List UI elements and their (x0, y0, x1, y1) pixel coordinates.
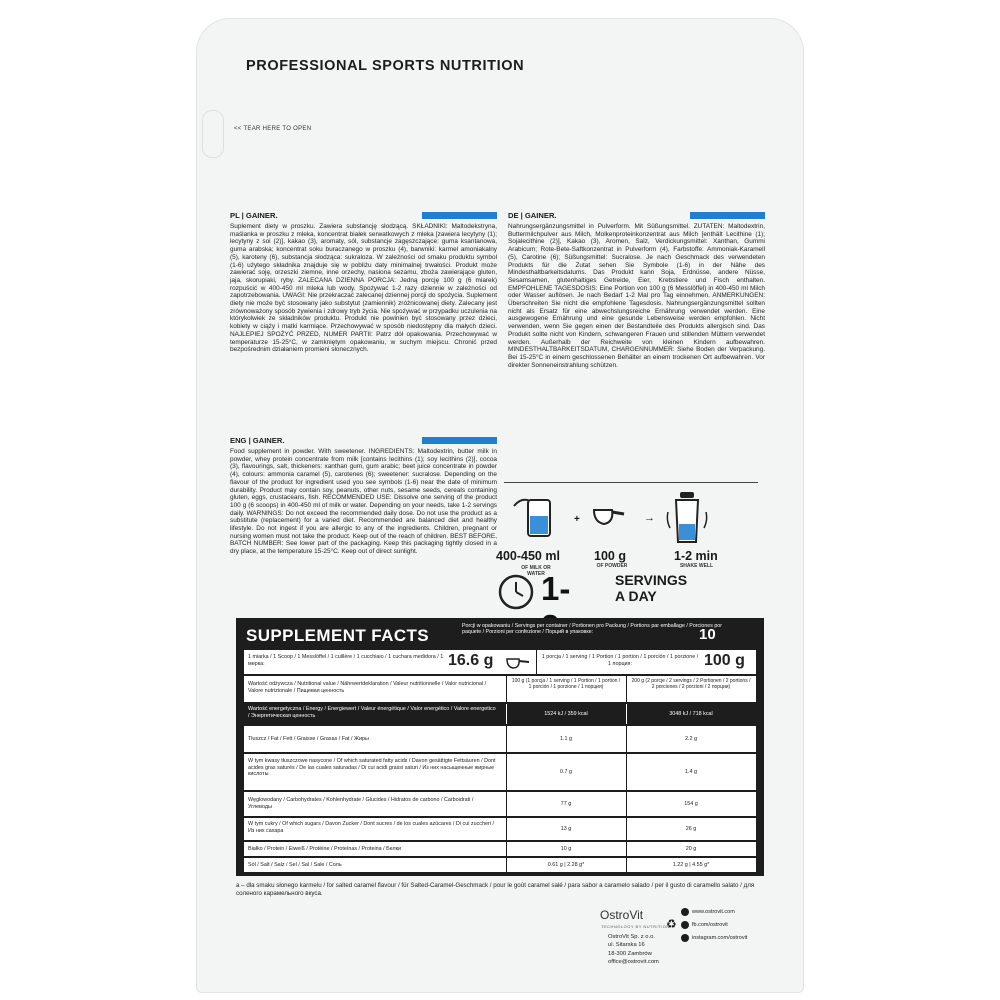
saturated-fat-value-200g: 1.4 g (685, 769, 697, 775)
shake-label: SHAKE WELL (679, 563, 714, 569)
col-divider-1 (506, 726, 507, 752)
de-header-label: DE | GAINER. (508, 211, 557, 220)
address-line: ul. Sitarska 16 (608, 942, 645, 949)
flavour-footnote: a – dla smaku słonego karmelu / for salted caramel flavour / für Salted-Caramel-Geschmack / pour le goût caramel salé / para sabor a caramelo salado / per il gusto di caramello salato / для соленого карамельного вкуса. (236, 882, 755, 897)
globe-icon (681, 908, 689, 916)
supplement-facts-table (236, 618, 764, 876)
facts-title: SUPPLEMENT FACTS (246, 626, 430, 645)
row-divider (536, 650, 537, 674)
protein-value-100g: 10 g (560, 846, 572, 852)
clock-icon (496, 572, 536, 612)
en-accent-bar (422, 437, 497, 444)
nutrition-row-saturated (244, 754, 756, 790)
carbohydrates-value-100g: 77 g (560, 801, 572, 807)
salt-label: Sól / Salt / Salz / Sel / Sal / Sale / Соль (248, 862, 342, 868)
address-line: OstroVit Sp. z o.o. (608, 934, 655, 940)
de-accent-bar (690, 212, 765, 219)
nutrition-row-energy (244, 704, 756, 724)
energy-value-200g: 3048 kJ / 718 kcal (669, 711, 713, 717)
pl-header-label: PL | GAINER. (230, 211, 278, 220)
usage-divider (504, 482, 758, 483)
package-back (196, 18, 804, 993)
liquid-label: OF MILK OR WATER (521, 565, 551, 577)
sugars-label: W tym cukry / Of which sugars / Davon Zucker / Dont sucres / de los cuales azúcares / Di cui zuccheri / Из них сахара (248, 821, 494, 834)
col-divider-1 (506, 704, 507, 724)
nutrition-row-sugars (244, 818, 756, 840)
instagram-link[interactable]: instagram.com/ostrovit (692, 935, 748, 941)
column-header-row (244, 676, 756, 702)
shake-time: 1-2 min (674, 549, 718, 563)
col-divider-2 (626, 704, 627, 724)
logo-tagline: TECHNOLOGY BY NUTRITION (601, 924, 670, 929)
arrow-icon: → (644, 512, 655, 524)
nutrition-row-fat (244, 726, 756, 752)
de-section-header (508, 211, 765, 221)
tear-instruction: << TEAR HERE TO OPEN (234, 126, 312, 132)
pl-description: Suplement diety w proszku. Zawiera substancję słodzącą. SKŁADNIKI: Maltodekstryna, maślanka w proszku z mleka, koncentrat białek serwatkowych z mleka [zawiera lecytyny (1); lecytyny z soi (2)], kakao (3), aromaty, sól, substancje zagęszczające: guma ksantanowa, guma arabska; koncentrat soku buraczanego w proszku (4), barwniki: karmel amoniakalny (5), karoteny (6), substancja słodząca: sukraloza. W zależności od smaku produktu symbol (1-6) użytego składnika znajduje się w pobliżu daty minimalnej trwałości. Produkt może zawierać soję, orzeszki ziemne, inne orzechy, nasiona sezamu, zboża zawierające gluten, jaja, skorupiaki, ryby. ZALECANA DZIENNA PORCJA: Jedną porcję 100 g (6 miarek) rozpuścić w 400-450 ml mleka lub wody. Spożywać 1-2 razy dziennie w zależności od zapotrzebowania. UWAGI: Nie przekraczać zalecanej dziennej porcji do spożycia. Suplement diety nie może być stosowany jako substytut (zamiennik) zróżnicowanej diety. Zalecany jest zrównoważony sposób żywienia i zdrowy tryb życia. Nie spożywać w przypadku uczulenia na którykolwiek ze składników produktu. Produkt nie powinien być stosowany przez dzieci, kobiety w ciąży i matki karmiące. Przechowywać w sposób niedostępny dla małych dzieci. NAJLEPIEJ SPOŻYĆ PRZED, NUMER PARTII: Patrz dół opakowania. Przechowywać w temperaturze 15-25°C, w zamkniętym opakowaniu, w suchym miejscu. Chronić przed bezpośrednim działaniem promieni słonecznych. (230, 223, 497, 354)
en-header-label: ENG | GAINER. (230, 436, 285, 445)
website-link[interactable]: www.ostrovit.com (692, 909, 735, 915)
servings-text-2: A DAY (615, 588, 657, 604)
protein-value-200g: 20 g (685, 846, 697, 852)
sugars-value-200g: 26 g (685, 826, 697, 832)
pl-section-header (230, 211, 497, 221)
company-address (608, 933, 659, 967)
energy-value-100g: 1524 kJ / 359 kcal (544, 711, 588, 717)
fat-value-100g: 1.1 g (560, 736, 572, 742)
col1-header: 100 g (1 porcja / 1 serving / 1 Portion / 1 portion / 1 porción / 1 porzione / 1 порция) (511, 678, 621, 690)
ostrovit-logo: OstroVit (600, 908, 644, 922)
facebook-icon (681, 921, 689, 929)
nutrition-row-salt (244, 858, 756, 872)
servings-per-pack-value: 10 (699, 626, 716, 643)
col-divider-1 (506, 792, 507, 816)
fat-value-200g: 2.2 g (685, 736, 697, 742)
nutritional-value-label: Wartość odżywcza / Nutritional value / Nährwertdeklaration / Valeur nutritionnelle / Valor nutricional / Valore nutrizionale / Пищевая ценность (248, 681, 487, 694)
en-description: Food supplement in powder. With sweetener. INGREDIENTS: Maltodextrin, butter milk in powder, whey protein concentrate from milk [contains lecithins (1); soy lecithins (2)], cocoa (3), flavourings, salt, thickeners: xanthan gum, gum arabic; beet juice concentrate in powder (4), colours: ammonia caramel (5), carotenes (6); sweetener: sucralose. Depending on the flavour of the product for ingredient used you see symbols (1-6) near the date of minimum durability. Product may contain soy, peanuts, other nuts, sesame seeds, cereals containing gluten, eggs, crustaceans, fish. RECOMMENDED USE: Dissolve one serving of the product 100 g (6 scoops) in 400-450 ml of milk or water. Depending on your needs, take 1-2 servings daily. WARNINGS: Do not exceed the recommended daily dose. Do not use the product as a substitute (replacement) for a varied diet. Recommended are balanced diet and healthy lifestyle. Do not ingest if you are allergic to any of the ingredients. Children, pregnant or nursing women must not take the product. Keep out of the reach of children. BEST BEFORE, BATCH NUMBER: See lower part of the packaging. Keep this packaging tightly closed in a dry place, at the temperature 15-25°C. Keep out of direct sunlight. (230, 448, 497, 556)
scoop-small-icon (506, 656, 530, 670)
shaker-icon (666, 490, 708, 546)
de-description: Nahrungsergänzungsmittel in Pulverform. Mit Süßungsmittel. ZUTATEN: Maltodextrin, Buttermilchpulver aus Milch, Molkenproteinkonzentrat aus Milch [enthält Lecithine (1); Sojalecithine (2)], Kakao (3), Aromen, Salz, Verdickungsmittel: Xanthan, Gummi Arabicum; Rote-Bete-Saftkonzentrat in Pulverform (4), Farbstoffe: Ammoniak-Karamell (5), Carotine (6); Süßungsmittel: Sucralose. Je nach Geschmack des verwendeten Produkts für die Zutat sehen Sie Symbole (1-6) in der Nähe des Mindesthaltbarkeitsdatums. Das Produkt kann Soja, Erdnüsse, andere Nüsse, Sesamsamen, glutenhaltiges Getreide, Eier, Krebstiere und Fisch enthalten. EMPFOHLENE TAGESDOSIS: Eine Portion von 100 g (6 Messlöffel) in 400-450 ml Milch oder Wasser auflösen. Je nach Bedarf 1-2 Mal pro Tag einnehmen. ANMERKUNGEN: Überschreiten Sie nicht die empfohlene Tagesdosis. Nahrungsergänzungsmittel sollten nicht als Ersatz für eine abwechslungsreiche Ernährung verwendet werden. Eine ausgewogene Ernährung und eine gesunde Lebensweise werden empfohlen. Nicht verwenden, wenn Sie gegen einen der Bestandteile des Produkts allergisch sind. Das Produkt sollte nicht von Kindern, schwangeren Frauen und stillenden Müttern verwendet werden. Außerhalb der Reichweite von kleinen Kindern aufbewahren. MINDESTHALTBARKEITSDATUM, CHARGENNUMMER: Siehe Boden der Verpackung. Bei 15-25°C in einem geschlossenen Behälter an einem trockenen Ort aufbewahren. Vor direkter Sonneneinstrahlung schützen. (508, 223, 765, 369)
col-divider-1 (506, 754, 507, 790)
nutrition-row-protein (244, 842, 756, 856)
protein-label: Białko / Protein / Eiweiß / Protéine / Proteínas / Proteina / Белки (248, 846, 401, 852)
col-divider-2 (626, 792, 627, 816)
carbohydrates-label: Węglowodany / Carbohydrates / Kohlenhydrate / Glucides / Hidratos de carbono / Carboidrati / Углеводы (248, 797, 474, 810)
col-divider-1 (506, 842, 507, 856)
serving-size-row (244, 650, 756, 674)
col-divider-1 (506, 676, 507, 702)
carbohydrates-value-200g: 154 g (684, 801, 698, 807)
glass-of-milk-icon (510, 488, 556, 540)
scoop-value: 16.6 g (448, 652, 494, 669)
scoop-label: 1 miarka / 1 Scoop / 1 Messlöffel / 1 cuillère / 1 cucchiaio / 1 cuchara medidora / 1 мерка: (248, 654, 444, 667)
servings-per-pack-label: Porcji w opakowaniu / Servings per container / Portionen pro Packung / Portions par emballage / Porciones por paquete / Porzioni per confezione / Порций в упаковке: (462, 623, 722, 636)
tear-notch (202, 110, 224, 158)
col-divider-1 (506, 858, 507, 872)
powder-label: OF POWDER (596, 563, 628, 569)
social-links (681, 906, 747, 945)
col-divider-2 (626, 818, 627, 840)
plus-sign: + (574, 514, 580, 525)
address-line: 18-300 Zambrów (608, 950, 652, 957)
servings-text-1: SERVINGS (615, 572, 688, 588)
saturated-fat-label: W tym kwasy tłuszczowe nasycone / Of which saturated fatty acids / Davon gesättigte Fettsäuren / Dont acides gras saturés / De las cuales saturadas / Di cui acidi grassi saturi / Из них насыщенные жирные кислоты (248, 758, 496, 777)
col-divider-2 (626, 858, 627, 872)
saturated-fat-value-100g: 0.7 g (560, 769, 572, 775)
servings-number: 1- (541, 570, 571, 607)
col-divider-2 (626, 676, 627, 702)
col-divider-2 (626, 754, 627, 790)
instagram-icon (681, 934, 689, 942)
col2-header: 200 g (2 porcje / 2 servings / 2 Portionen / 2 portions / 2 porciones / 2 porzioni / 2 порции) (631, 678, 751, 690)
salt-value-200g: 1.22 g | 4.55 g* (672, 862, 710, 868)
usage-instructions (496, 466, 766, 636)
col-divider-1 (506, 818, 507, 840)
brand-tagline: PROFESSIONAL SPORTS NUTRITION (246, 58, 525, 74)
liquid-amount: 400-450 ml (496, 549, 560, 563)
pl-accent-bar (422, 212, 497, 219)
energy-label: Wartość energetyczna / Energy / Energiewert / Valeur énergétique / Valor energético / Valore energetico / Энергетическая ценность (248, 706, 496, 719)
col-divider-2 (626, 726, 627, 752)
col-divider-2 (626, 842, 627, 856)
scoop-icon (592, 504, 626, 530)
recycle-icon: ♻ (666, 917, 677, 931)
facebook-link[interactable]: fb.com/ostrovit (692, 922, 728, 928)
sugars-value-100g: 13 g (560, 826, 572, 832)
fat-label: Tłuszcz / Fat / Fett / Graisse / Grasas / Fat / Жиры (248, 736, 369, 742)
portion-label: 1 porcja / 1 serving / 1 Portion / 1 portion / 1 porción / 1 porzione / 1 порция: (541, 654, 699, 667)
en-section-header (230, 436, 497, 446)
portion-value: 100 g (704, 652, 745, 669)
powder-amount: 100 g (594, 549, 626, 563)
nutrition-row-carbohydrates (244, 792, 756, 816)
salt-value-100g: 0.61 g | 2.28 g* (547, 862, 585, 868)
address-line: office@ostrovit.com (608, 959, 659, 966)
